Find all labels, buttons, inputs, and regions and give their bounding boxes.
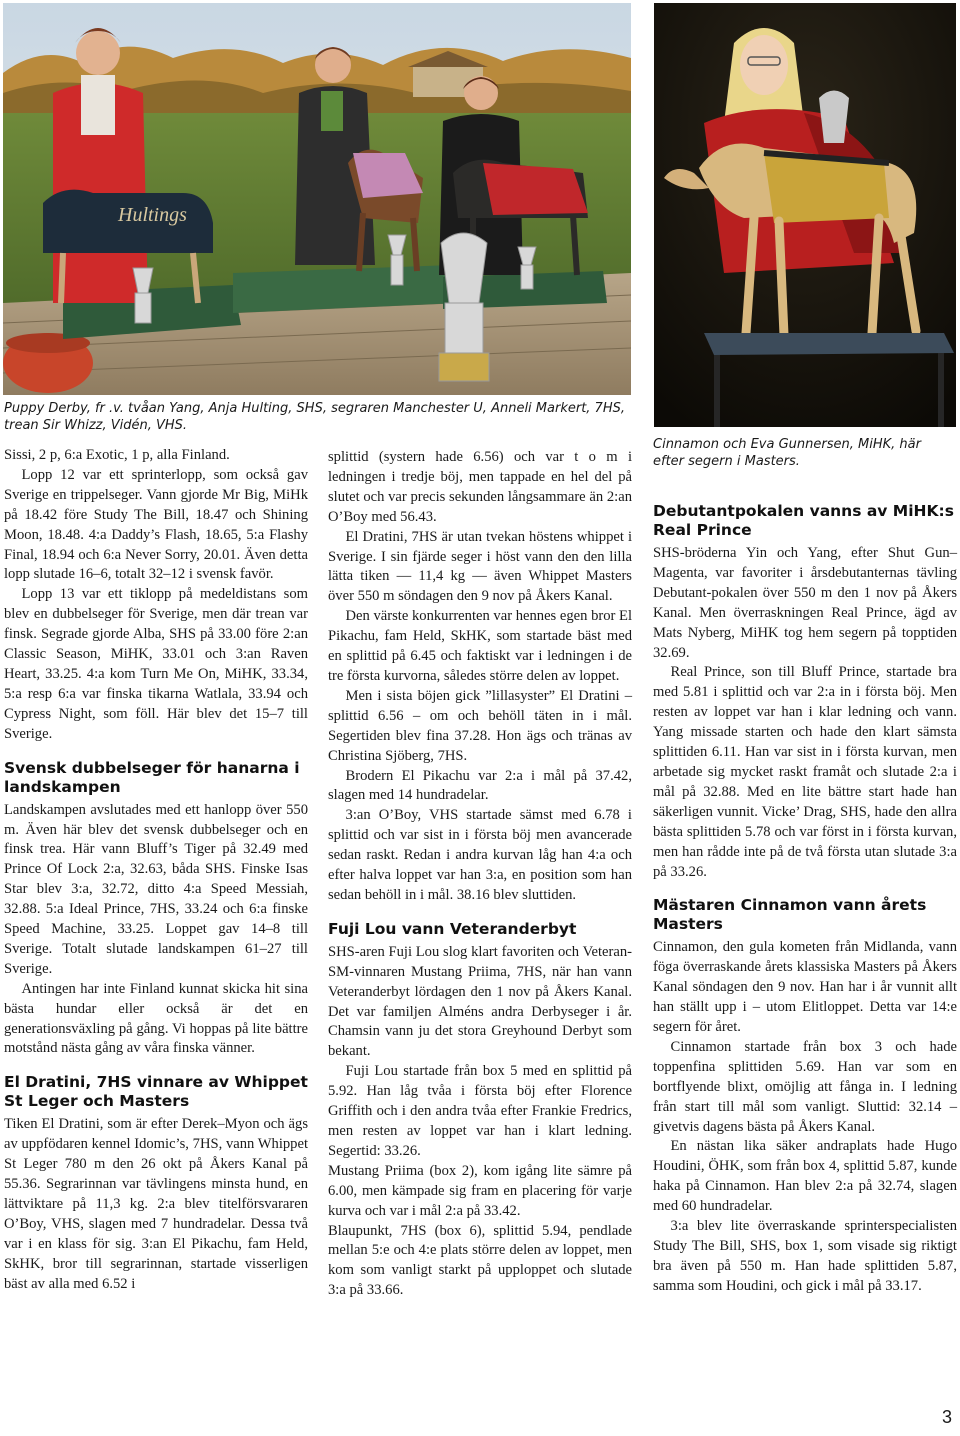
paragraph: Blaupunkt, 7HS (box 6), splittid 5.94, pendlade mellan 5:e och 4:e plats större delen av loppet, men kom som vanligt starkt på upploppet och slutade 3:a på 33.66. — [328, 1222, 632, 1299]
paragraph: Cinnamon startade från box 3 och hade toppenfina splittiden 5.69. Han var som en bortflyende blixt, omöjlig att fånga in. I ledning från start till mål som vanligt. Sluttid: 32.14 – givetvis dagens bästa på Åkers Kanal. — [653, 1038, 957, 1135]
paragraph: Antingen har inte Finland kunnat skicka hit sina bästa hundar eller också är det en generationsväxling på gång. Vi hoppas på lite bättre motstånd nästa gång av våra finska vänner. — [4, 980, 308, 1057]
paragraph: Lopp 12 var ett sprinterlopp, som också gav Sverige en trippelseger. Vann gjorde Mr Big, MiHk på 18.42 före Study The Bill, 18.47 och Shining Moon, 18.48. 4:a Daddy’s Flash, 18.65, 5:a Flashy Final, 18.94 och 6:a Never Sorry, 20.01. Även detta lopp slutade 16–6, totalt 32–12 i svensk favör. — [4, 466, 308, 583]
paragraph: SHS-bröderna Yin och Yang, efter Shut Gun–Magenta, var favoriter i årsdebutanternas tävling Debutant-pokalen över 550 m den 1 nov på Åkers Kanal. Men överraskningen Real Prince, ägd av Mats Nyberg, MiHK tog hem segern på topptiden 32.69. — [653, 545, 957, 661]
paragraph: Tiken El Dratini, som är efter Derek–Myon och ägs av uppfödaren kennel Idomic’s, 7HS, vann Whippet St Leger 780 m den 26 okt på Åkers Kanal på 55.36. Segrarinnan var tävlingens minsta hund, en lättviktare på 11,3 kg. 2:a blev titelförsvararen O’Boy, VHS, slagen med 7 hundradelar. Dessa två var i en klass för sig. 3:an El Pikachu, fam Held, SkHK, bror till segrarinnan, startade visserligen bäst av alla med 6.52 i — [4, 1116, 308, 1292]
section-heading: El Dratini, 7HS vinnare av Whippet St Leger och Masters — [4, 1073, 308, 1111]
section-heading: Svensk dubbelseger för hanarna i landskampen — [4, 758, 300, 796]
section-heading: Debutantpokalen vanns av MiHK:s Real Prince — [653, 502, 954, 539]
podium-photo — [3, 3, 631, 395]
article-column-3 — [653, 502, 957, 1297]
paragraph: Real Prince, son till Bluff Prince, startade bra med 5.81 i splittid och var 2:a in i första böj. Men resten av loppet var han i klar ledning och vann. Yang missade starten och hade den klart sämsta splittiden 6.11. Han var sist in i första kurvan, men arbetade sig mycket raskt framåt och slutade 2:a i mål på 32.88. Med en lite bättre start hade han säkerligen vunnit. Vicke’ Drag, SHS, hade den allra bästa splittiden 5.78 och var först in i första kurvan, men han rådde inte på de två första utan slutade 3:a på 33.26. — [653, 664, 957, 880]
paragraph: Den värste konkurrenten var hennes egen bror El Pikachu, fam Held, SkHK, som startade bäst med en splittid på 6.45 och faktiskt var i ledningen i de tre första kurvorna, således större delen av loppet. — [328, 608, 633, 684]
paragraph: 3:a blev lite överraskande sprinterspecialisten Study The Bill, SHS, box 1, som visade sig riktigt bra även på 550 m. Han hade splittiden 5.87, samma som Houdini, och gick i mål på 33.17. — [653, 1218, 957, 1294]
paragraph: Fuji Lou startade från box 5 med en splittid på 5.92. Han låg tvåa i första böj efter Florence Griffith och i den andra tvåa efter Frankie Fredrics, men resten av loppet var han i klart ledning. Segertid: 33.26. — [328, 1063, 632, 1159]
paragraph: Mustang Priima (box 2), kom igång lite sämre på 6.00, men kämpade sig fram en placering för varje kurva och var i mål 2:a på 33.42. — [328, 1162, 632, 1219]
paragraph: Brodern El Pikachu var 2:a i mål på 37.42, slagen med 14 hundradelar. — [328, 767, 632, 804]
paragraph: Sissi, 2 p, 6:a Exotic, 1 p, alla Finland. — [4, 447, 230, 463]
paragraph: 3:an O’Boy, VHS startade sämst med 6.78 i splittid och var sist in i första böj men avancerade sedan raskt. Redan i andra kurvan låg han 4:a och efter halva loppet var han 3:a, en position som han sedan behöll in i mål. 38.16 blev sluttiden. — [328, 807, 632, 903]
photo-caption-right: Cinnamon och Eva Gunnersen, MiHK, här efter segern i Masters. — [653, 437, 921, 469]
article-column-1 — [4, 446, 308, 1295]
paragraph: Men i sista böjen gick ”lillasyster” El Dratini – splittid 6.56 – om och behöll täten in i mål. Segertiden blev fina 37.28. Hon ägs och tränas av Christina Sjöberg, 7HS. — [328, 687, 632, 764]
masters-winner-photo — [654, 3, 956, 427]
paragraph: Cinnamon, den gula kometen från Midlanda, vann föga överraskande årets klassiska Masters på Åkers Kanal söndagen den 9 nov. Han har i år vunnit allt han ställt upp i – utom Elitloppet. Detta var 14:e segern för året. — [653, 939, 957, 1036]
paragraph: splittid (systern hade 6.56) och var t o m i ledningen i tredje böj, men tappade en hel del på slutet och var precis sekunden långsammare än 2:an O’Boy med 56.43. — [328, 449, 632, 525]
photo-caption-left: Puppy Derby, fr .v. tvåan Yang, Anja Hulting, SHS, segraren Manchester U, Anneli Markert, 7HS, trean Sir Whizz, Vidén, VHS. — [4, 401, 625, 433]
paragraph: SHS-aren Fuji Lou slog klart favoriten och Veteran-SM-vinnaren Mustang Priima, 7HS, när han vann Veteranderbyt lördagen den 1 nov på Åkers Kanal. Det var familjen Alméns andra Derbyseger i år. Chamsin vann ju det stora Greyhound Derbyt som bekant. — [328, 943, 632, 1060]
section-heading: Mästaren Cinnamon vann årets Masters — [653, 896, 927, 934]
paragraph: Landskampen avslutades med ett hanlopp över 550 m. Även här blev det svensk dubbelseger och en finsk trea. Här vann Bluff’s Tiger på 32.49 med Prince Of Lock 2:a, 32.63, båda SHS. Finske Isas Star blev 3:a, 32.72, ditto 4:a Speed Messiah, 32.88. 5:a Ideal Prince, 7HS, 33.24 och 6:a finske Speed Machine, 33.25. Loppet gav 14–8 till Sverige. Totalt slutade landskampen 61–27 till Sverige. — [4, 801, 308, 977]
page-number: 3 — [941, 1407, 952, 1427]
paragraph: En nästan lika säker andraplats hade Hugo Houdini, ÖHK, som från box 4, splittid 5.87, kunde haka på Cinnamon. Han blev 2:a på 32.74, slagen med 60 hundradelar. — [653, 1138, 957, 1215]
paragraph: Lopp 13 var ett tiklopp på medeldistans som blev en dubbelseger för Sverige, men där trean var finsk. Segrade gjorde Alba, SHS på 33.00 före 2:an Classic Season, MiHK, 33.01 och 3:an Raven Heart, 33.25. 4:a kom Turn Me On, MiHK, 33.34, 5:a resp 6:a var finska tikarna Watlala, 33.94 och Cypress Night, som föll. Här blev det 15–7 till Sverige. — [4, 586, 308, 742]
article-column-2 — [328, 448, 632, 1301]
paragraph: El Dratini, 7HS är utan tvekan höstens whippet i Sverige. I sin fjärde seger i höst vann den den lilla lätta tiken — 11,4 kg — även Whippet Masters över 550 m söndagen den 9 nov på Åkers Kanal. — [328, 528, 632, 605]
section-heading: Fuji Lou vann Veteranderbyt — [328, 919, 577, 938]
coat-hultings-label: Hultings — [118, 204, 187, 226]
